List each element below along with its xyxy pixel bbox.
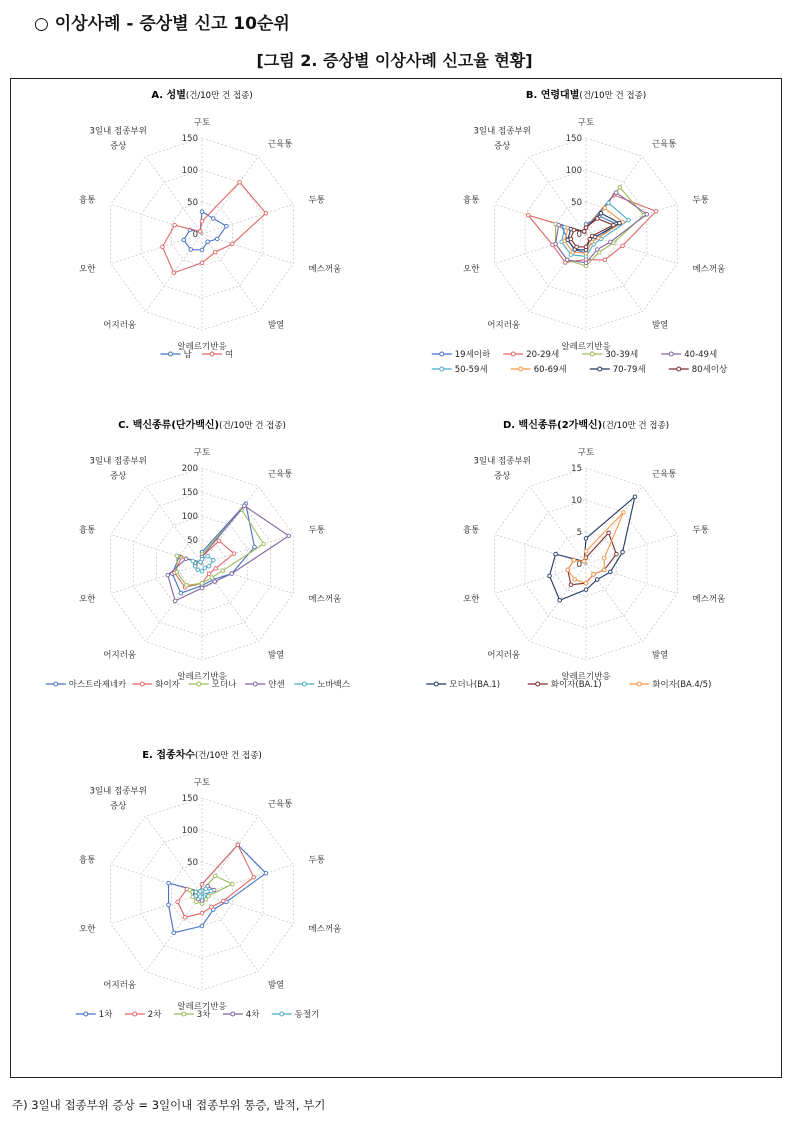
- legend-label: 모더나(BA.1): [449, 680, 501, 690]
- data-point: [569, 583, 573, 587]
- legend-label: 노바백스: [317, 680, 351, 690]
- data-point: [221, 569, 225, 573]
- legend-label: 2차: [147, 1010, 162, 1020]
- data-point: [554, 552, 558, 556]
- data-point: [627, 218, 631, 222]
- legend-label: 70-79세: [612, 365, 646, 375]
- legend-label: 아스트라제네카: [68, 680, 127, 690]
- data-point: [194, 894, 198, 898]
- data-point: [614, 191, 618, 195]
- axis-label: 알레르기반응: [177, 342, 227, 352]
- chart-title-main: D. 백신종류(2가백신): [502, 420, 603, 431]
- data-point: [198, 890, 202, 894]
- data-point: [609, 240, 613, 244]
- grid-spoke: [111, 894, 202, 924]
- legend-marker: [197, 682, 201, 686]
- tick-label: 200: [181, 464, 198, 474]
- data-point: [199, 560, 203, 564]
- chart-title-unit: (건/10만 건 접종): [219, 421, 286, 431]
- radar-grid: [111, 468, 294, 660]
- legend-marker: [140, 682, 144, 686]
- data-point: [595, 578, 599, 582]
- footnote: 주) 3일내 접종부위 증상 = 3일이내 접종부위 통증, 발적, 부기: [12, 1098, 326, 1112]
- data-point: [200, 210, 204, 214]
- data-point: [185, 584, 189, 588]
- axis-label: 구토: [577, 118, 595, 128]
- legend-marker: [511, 352, 515, 356]
- chart-legend: [426, 679, 711, 690]
- data-point: [210, 905, 214, 909]
- data-point: [200, 586, 204, 590]
- data-point: [565, 258, 569, 262]
- data-point: [548, 574, 552, 578]
- data-point: [584, 537, 588, 541]
- section-heading: ○ 이상사례 - 증상별 신고 10순위: [34, 14, 290, 34]
- data-point: [200, 581, 204, 585]
- legend-label: 여: [225, 350, 234, 360]
- data-point: [200, 569, 204, 573]
- axis-label: 어지러움: [487, 320, 521, 331]
- data-point: [645, 212, 649, 216]
- chart-title-unit: (건/10만 건 접종): [194, 751, 262, 761]
- data-point: [602, 556, 606, 560]
- data-point: [161, 245, 165, 249]
- data-point: [200, 911, 204, 915]
- axis-label: 흉통: [463, 195, 480, 206]
- axis-label: 두통: [308, 525, 325, 536]
- series-4: [194, 887, 213, 899]
- data-point: [212, 558, 216, 562]
- data-point: [584, 226, 588, 230]
- data-point: [618, 186, 622, 190]
- legend-marker: [133, 1012, 137, 1016]
- data-point: [184, 557, 188, 561]
- grid-spoke: [495, 564, 586, 594]
- axis-label: 근육통: [267, 139, 293, 150]
- axis-label: 알레르기반응: [561, 672, 611, 682]
- axis-label: 오한: [79, 264, 96, 275]
- data-point: [622, 510, 626, 514]
- legend-marker: [536, 682, 540, 686]
- data-point: [232, 552, 236, 556]
- data-point: [206, 240, 210, 244]
- legend-label: 20-29세: [526, 350, 560, 360]
- axis-label: 흉통: [463, 525, 480, 536]
- legend-label: 동절기: [294, 1010, 320, 1020]
- chart-legend: [432, 349, 728, 375]
- data-point: [172, 271, 176, 275]
- axis-label-injection-site: 3일내 접종부위 증상: [473, 126, 531, 152]
- axis-label: 두통: [308, 855, 325, 866]
- axis-label: 메스꺼움: [308, 924, 342, 935]
- axis-label: 오한: [463, 264, 480, 275]
- axis-label: 근육통: [267, 799, 293, 810]
- data-point: [183, 915, 187, 919]
- data-point: [603, 258, 607, 262]
- axis-label: 구토: [193, 448, 211, 458]
- data-point: [615, 552, 619, 556]
- axis-label-injection-site: 3일내 접종부위 증상: [89, 786, 147, 812]
- axis-label: 발열: [651, 650, 669, 661]
- axis-label: 알레르기반응: [177, 672, 227, 682]
- legend-label: 화이자(BA.1): [550, 680, 602, 690]
- data-point: [213, 580, 217, 584]
- data-point: [602, 568, 606, 572]
- grid-spoke: [586, 564, 677, 594]
- series-0: [182, 210, 228, 252]
- tick-label: 0: [576, 560, 582, 570]
- legend-marker: [440, 367, 444, 371]
- data-point: [595, 248, 599, 252]
- tick-label: 150: [565, 134, 582, 144]
- data-point: [654, 209, 658, 213]
- data-point: [173, 599, 177, 603]
- tick-label: 50: [187, 198, 198, 208]
- data-point: [566, 568, 570, 572]
- data-point: [558, 598, 562, 602]
- legend-label: 40-49세: [684, 350, 718, 360]
- legend-marker: [434, 682, 438, 686]
- grid-spoke: [586, 534, 677, 564]
- axis-label: 흉통: [79, 195, 96, 206]
- radar-chart-d-bivalent-vaccine: [396, 412, 776, 712]
- legend-marker: [519, 367, 523, 371]
- data-point: [231, 882, 235, 886]
- data-point: [166, 573, 170, 577]
- data-point: [210, 576, 214, 580]
- axis-label: 두통: [692, 525, 709, 536]
- tick-label: 15: [571, 464, 582, 474]
- data-point: [588, 237, 592, 241]
- axis-label: 구토: [577, 448, 595, 458]
- data-point: [175, 554, 179, 558]
- data-point: [213, 874, 217, 878]
- tick-label: 5: [576, 528, 582, 538]
- axis-label: 오한: [79, 924, 96, 935]
- axis-label: 메스꺼움: [308, 594, 342, 605]
- legend-label: 얀센: [268, 680, 285, 690]
- tick-label: 0: [576, 230, 582, 240]
- data-point: [175, 570, 179, 574]
- radar-grid: [495, 468, 678, 660]
- data-point: [584, 549, 588, 553]
- legend-label: 모더나: [211, 680, 237, 690]
- data-point: [200, 883, 204, 887]
- data-point: [599, 211, 603, 215]
- axis-label: 발열: [267, 980, 285, 991]
- legend-label: 3차: [196, 1010, 211, 1020]
- axis-label: 근육통: [267, 469, 293, 480]
- data-point: [196, 568, 200, 572]
- axis-label: 발열: [267, 320, 285, 331]
- grid-spoke: [202, 816, 258, 894]
- data-point: [198, 230, 202, 234]
- data-point: [236, 843, 240, 847]
- data-point: [603, 206, 607, 210]
- legend-marker: [182, 1012, 186, 1016]
- legend-label: 30-39세: [605, 350, 639, 360]
- data-point: [211, 217, 215, 221]
- tick-label: 100: [565, 166, 582, 176]
- axis-label-injection-site: 3일내 접종부위 증상: [473, 456, 531, 482]
- chart-title-main: E. 접종차수: [142, 750, 195, 761]
- data-point: [182, 238, 186, 242]
- figure-title: [그림 2. 증상별 이상사례 신고율 현황]: [256, 51, 533, 70]
- grid-spoke: [202, 564, 258, 642]
- legend-marker: [440, 352, 444, 356]
- data-point: [287, 534, 291, 538]
- data-point: [252, 875, 256, 879]
- data-point: [193, 564, 197, 568]
- tick-label: 150: [181, 134, 198, 144]
- data-point: [172, 931, 176, 935]
- tick-label: 100: [181, 166, 198, 176]
- legend-label: 화이자(BA.4/5): [652, 680, 712, 690]
- tick-label: 50: [187, 858, 198, 868]
- axis-label: 발열: [267, 650, 285, 661]
- data-point: [188, 888, 192, 892]
- legend-marker: [253, 682, 257, 686]
- data-point: [526, 213, 530, 217]
- series-line: [528, 195, 656, 262]
- chart-title-unit: (건/10만 건 접종): [185, 91, 253, 101]
- radar-chart-a-gender: [12, 82, 392, 382]
- data-point: [230, 572, 234, 576]
- data-point: [595, 217, 599, 221]
- data-point: [612, 223, 616, 227]
- axis-label: 메스꺼움: [692, 264, 726, 275]
- data-point: [592, 573, 596, 577]
- data-point: [572, 228, 576, 232]
- data-point: [200, 924, 204, 928]
- legend-label: 화이자: [155, 680, 180, 690]
- grid-spoke: [111, 564, 202, 594]
- legend-marker: [280, 1012, 284, 1016]
- data-point: [206, 554, 210, 558]
- data-point: [231, 242, 235, 246]
- axis-label: 구토: [193, 778, 211, 788]
- chart-title-main: B. 연령대별: [525, 90, 580, 101]
- chart-title-main: A. 성별: [151, 90, 186, 101]
- data-point: [198, 895, 202, 899]
- axis-label: 흉통: [79, 525, 96, 536]
- legend-marker: [231, 1012, 235, 1016]
- chart-title: [526, 88, 646, 101]
- data-point: [582, 560, 586, 564]
- data-point: [238, 180, 242, 184]
- data-point: [253, 545, 257, 549]
- data-point: [176, 900, 180, 904]
- axis-label: 흉통: [79, 855, 96, 866]
- data-point: [584, 261, 588, 265]
- data-point: [575, 245, 579, 249]
- radar-grid: [495, 138, 678, 330]
- data-point: [200, 261, 204, 265]
- data-point: [217, 539, 221, 543]
- data-point: [173, 223, 177, 227]
- axis-label-injection-site: 3일내 접종부위 증상: [89, 456, 147, 482]
- data-point: [167, 903, 171, 907]
- legend-marker: [54, 682, 58, 686]
- legend-marker: [302, 682, 306, 686]
- legend-label: 80세이상: [691, 365, 728, 375]
- legend-label: 4차: [245, 1010, 260, 1020]
- data-point: [607, 531, 611, 535]
- legend-label: 60-69세: [533, 365, 567, 375]
- tick-label: 150: [181, 488, 198, 498]
- chart-legend: [76, 1009, 320, 1020]
- data-point: [584, 581, 588, 585]
- axis-label: 근육통: [651, 469, 677, 480]
- axis-label-injection-site: 3일내 접종부위 증상: [89, 126, 147, 152]
- chart-title-unit: (건/10만 건 접종): [602, 421, 670, 431]
- chart-title: [142, 748, 262, 761]
- legend-marker: [677, 367, 681, 371]
- legend-label: 19세이하: [454, 350, 491, 360]
- data-point: [179, 591, 183, 595]
- chart-title: [151, 88, 252, 101]
- data-point: [213, 250, 217, 254]
- data-point: [584, 245, 588, 249]
- data-point: [189, 248, 193, 252]
- tick-label: 100: [181, 512, 198, 522]
- tick-label: 50: [571, 198, 582, 208]
- tick-label: 150: [181, 794, 198, 804]
- data-point: [621, 244, 625, 248]
- data-point: [204, 887, 208, 891]
- axis-label: 어지러움: [103, 650, 137, 661]
- data-point: [200, 219, 204, 223]
- grid-spoke: [530, 564, 586, 642]
- axis-label: 어지러움: [487, 650, 521, 661]
- data-point: [557, 223, 561, 227]
- axis-label: 근육통: [651, 139, 677, 150]
- data-point: [222, 899, 226, 903]
- data-point: [582, 230, 586, 234]
- legend-marker: [590, 352, 594, 356]
- series-line: [178, 845, 254, 917]
- data-point: [200, 248, 204, 252]
- legend-marker: [669, 352, 673, 356]
- axis-label: 두통: [692, 195, 709, 206]
- axis-label: 두통: [308, 195, 325, 206]
- axis-label: 메스꺼움: [692, 594, 726, 605]
- grid-spoke: [202, 894, 293, 924]
- data-point: [573, 578, 577, 582]
- radar-grid: [111, 138, 294, 330]
- radar-chart-b-age-group: [396, 82, 776, 392]
- legend-marker: [637, 682, 641, 686]
- axis-label: 어지러움: [103, 320, 137, 331]
- axis-label: 오한: [463, 594, 480, 605]
- legend-marker: [598, 367, 602, 371]
- data-point: [621, 550, 625, 554]
- tick-label: 100: [181, 826, 198, 836]
- series-1: [161, 180, 268, 274]
- data-point: [215, 237, 219, 241]
- tick-label: 50: [187, 536, 198, 546]
- axis-label: 알레르기반응: [177, 1002, 227, 1012]
- series-1: [526, 193, 657, 264]
- legend-marker: [84, 1012, 88, 1016]
- legend-label: 50-59세: [454, 365, 488, 375]
- legend-marker: [210, 352, 214, 356]
- axis-label: 메스꺼움: [308, 264, 342, 275]
- data-point: [262, 542, 266, 546]
- data-point: [554, 242, 558, 246]
- data-point: [584, 588, 588, 592]
- series-0: [560, 214, 618, 255]
- data-point: [191, 559, 195, 563]
- legend-label: 남: [183, 350, 192, 360]
- axis-label: 알레르기반응: [561, 342, 611, 352]
- data-point: [214, 567, 218, 571]
- radar-grid: [111, 798, 294, 990]
- axis-label: 구토: [193, 118, 211, 128]
- data-point: [243, 504, 247, 508]
- data-point: [572, 558, 576, 562]
- tick-label: 10: [571, 496, 582, 506]
- chart-title-main: C. 백신종류(단가백신): [118, 420, 220, 431]
- grid-spoke: [202, 234, 258, 312]
- tick-label: 0: [192, 230, 198, 240]
- legend-label: 1차: [98, 1010, 113, 1020]
- chart-title: [503, 418, 669, 431]
- data-point: [264, 211, 268, 215]
- axis-label: 발열: [651, 320, 669, 331]
- data-point: [209, 889, 213, 893]
- series-line: [162, 182, 265, 273]
- chart-title: [118, 418, 286, 431]
- data-point: [607, 201, 611, 205]
- data-point: [609, 570, 613, 574]
- data-point: [194, 890, 198, 894]
- data-point: [203, 566, 207, 570]
- data-point: [569, 237, 573, 241]
- data-point: [633, 495, 637, 499]
- grid-spoke: [111, 234, 202, 264]
- axis-label: 오한: [79, 594, 96, 605]
- legend-marker: [169, 352, 173, 356]
- data-point: [225, 224, 229, 228]
- data-point: [618, 221, 622, 225]
- radar-chart-c-monovalent-vaccine: [12, 412, 392, 702]
- data-point: [207, 564, 211, 568]
- chart-title-unit: (건/10만 건 접종): [579, 91, 647, 101]
- axis-label: 어지러움: [103, 980, 137, 991]
- data-point: [167, 881, 171, 885]
- radar-chart-e-dose-number: [12, 742, 392, 1062]
- data-point: [264, 871, 268, 875]
- data-point: [207, 572, 211, 576]
